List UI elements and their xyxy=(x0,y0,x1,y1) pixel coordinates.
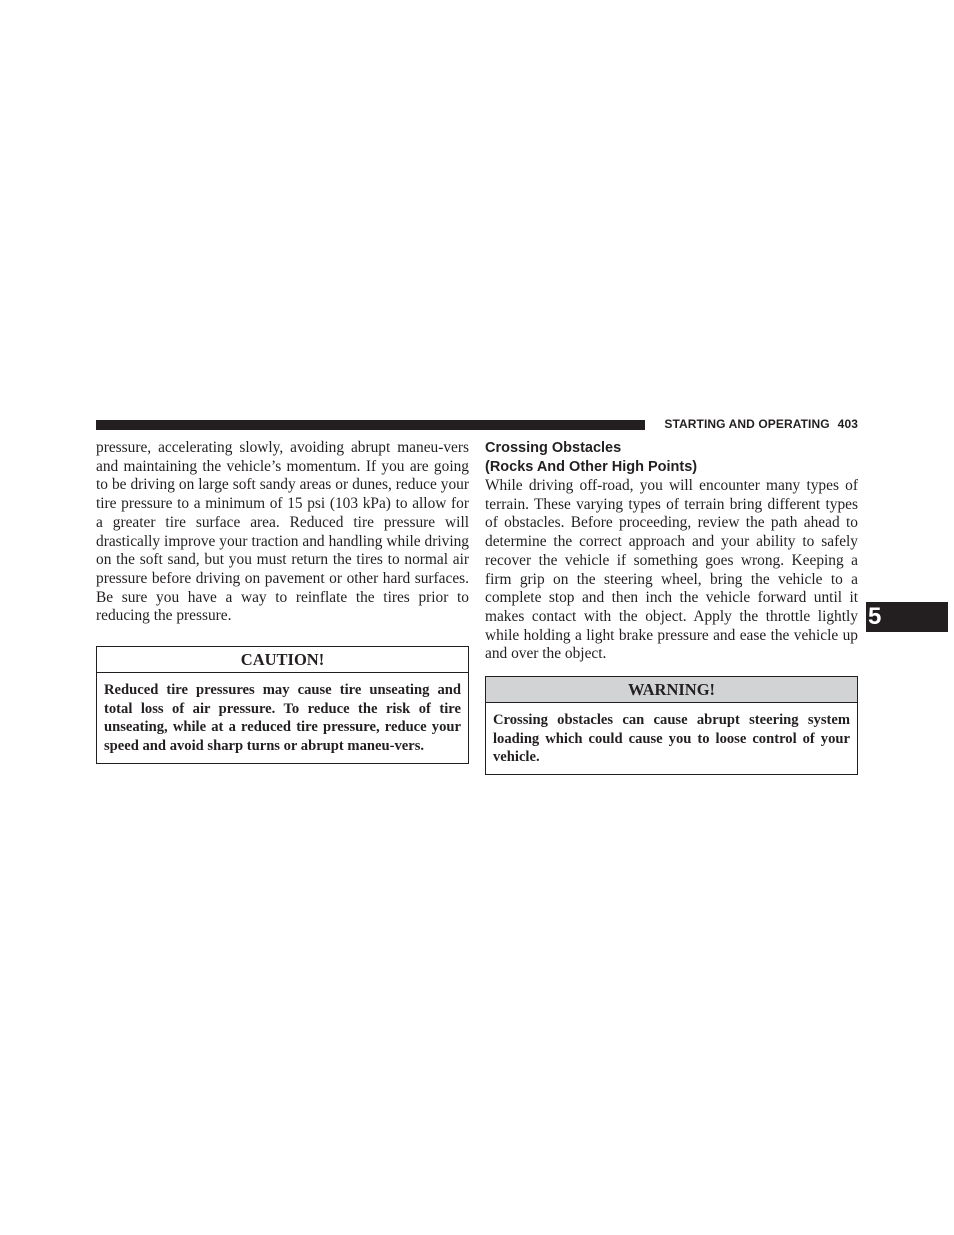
warning-text: Crossing obstacles can cause abrupt steering system loading which could cause you to loose control of your vehicle. xyxy=(493,712,850,766)
caution-box xyxy=(96,646,469,764)
warning-box xyxy=(485,676,858,775)
section-title: STARTING AND OPERATING xyxy=(664,417,830,431)
warning-title: WARNING! xyxy=(486,677,857,703)
heading-line-2: (Rocks And Other High Points) xyxy=(485,459,698,475)
tire-pressure-paragraph: pressure, accelerating slowly, avoiding abrupt maneu-vers and maintaining the vehicle’s momentum. If you are going to be driving on large soft sandy areas or dunes, reduce your tire pressure to a minimum of 15 psi (103 kPa) to allow for a greater tire surface area. Reduced tire pressure will drastically improve your traction and handling while driving on the soft sand, but you must return the tires to normal air pressure before driving on pavement or other hard surfaces. Be sure you have a way to reinflate the tires prior to reducing the pressure. xyxy=(96,439,469,625)
chapter-tab: 5 xyxy=(866,602,948,632)
caution-text: Reduced tire pressures may cause tire unseating and total loss of air pressure. To reduce the risk of tire unseating, while at a reduced tire pressure, reduce your speed and avoid sharp turns or abrupt maneu-vers. xyxy=(104,682,461,755)
section-heading xyxy=(485,439,858,477)
caution-title: CAUTION! xyxy=(97,647,468,673)
page-number: 403 xyxy=(837,417,858,431)
heading-line-1: Crossing Obstacles xyxy=(485,440,622,456)
left-column xyxy=(96,439,469,764)
header-rule xyxy=(96,420,645,430)
running-header xyxy=(654,417,858,431)
right-column xyxy=(485,439,858,775)
obstacles-paragraph: While driving off-road, you will encounter many types of terrain. These varying types of terrain bring different types of obstacles. Before proceeding, review the path ahead to determine the correct approach and your ability to safely recover the vehicle if something goes wrong. Keeping a firm grip on the steering wheel, bring the vehicle to a complete stop and then inch the vehicle forward until it makes contact with the object. Apply the throttle lightly while holding a light brake pressure and ease the vehicle up and over the object. xyxy=(485,477,858,663)
